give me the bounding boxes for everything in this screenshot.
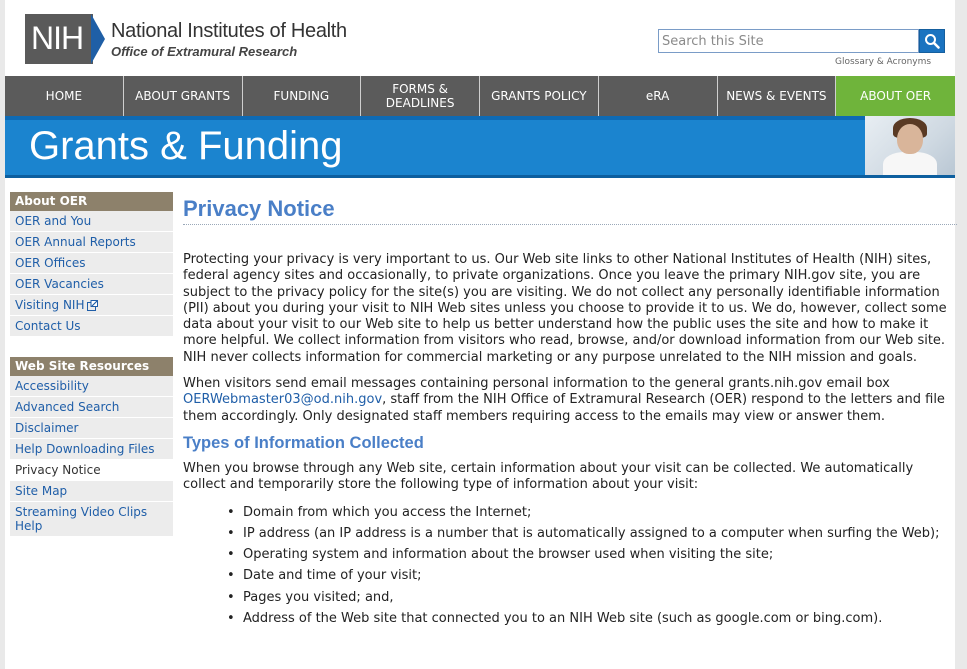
sidebar-item-contact-us[interactable]: Contact Us xyxy=(10,316,173,337)
banner xyxy=(5,116,955,178)
banner-title: Grants & Funding xyxy=(29,124,343,168)
sidebar-item-accessibility[interactable]: Accessibility xyxy=(10,376,173,397)
external-link-icon xyxy=(87,300,98,311)
list-item: • Domain from which you access the Internet; xyxy=(243,505,953,521)
logo-title: National Institutes of Health xyxy=(111,19,347,42)
nav-about-oer[interactable]: ABOUT OER xyxy=(836,76,955,116)
page-title: Privacy Notice xyxy=(183,196,957,225)
email-paragraph xyxy=(183,376,953,425)
sidebar-item-oer-annual-reports[interactable]: OER Annual Reports xyxy=(10,232,173,253)
collected-info-list xyxy=(243,505,953,628)
glossary-link[interactable]: Glossary & Acronyms xyxy=(835,57,932,67)
nih-logo[interactable] xyxy=(25,14,347,64)
search-bar xyxy=(658,29,945,53)
sidebar-item-visiting-nih[interactable] xyxy=(10,295,173,316)
sidebar-item-site-map[interactable]: Site Map xyxy=(10,481,173,502)
sidebar-item-help-downloading-files[interactable]: Help Downloading Files xyxy=(10,439,173,460)
sidebar-heading-about-oer: About OER xyxy=(10,192,173,211)
email-paragraph-text-end: , staff from the NIH Office of Extramural Research (OER) respond to the letters and file them accordingly. Only designated staff members requiring access to the emails may view or answer them. xyxy=(183,392,945,424)
sidebar-item-advanced-search[interactable]: Advanced Search xyxy=(10,397,173,418)
list-item: • Pages you visited; and, xyxy=(243,590,953,606)
list-item: • IP address (an IP address is a number that is automatically assigned to a computer when surfing the Web); xyxy=(243,526,953,542)
sidebar-item-oer-offices[interactable]: OER Offices xyxy=(10,253,173,274)
banner-photo xyxy=(865,116,955,178)
sidebar-item-label: Visiting NIH xyxy=(15,298,85,312)
email-paragraph-text: When visitors send email messages containing personal information to the general grants.nih.gov email box xyxy=(183,376,890,392)
sidebar xyxy=(10,192,173,537)
sidebar-heading-web-site-resources: Web Site Resources xyxy=(10,357,173,376)
logo-subtitle: Office of Extramural Research xyxy=(111,43,298,59)
sidebar-item-streaming-video-clips-help[interactable]: Streaming Video Clips Help xyxy=(10,502,173,537)
sidebar-item-privacy-notice[interactable]: Privacy Notice xyxy=(10,460,173,481)
page xyxy=(5,0,955,669)
intro-paragraph: Protecting your privacy is very important to us. Our Web site links to other National Institutes of Health (NIH) sites, federal agency sites and occasionally, to private organizations. Once you leave the primary NIH.gov site, you are subject to the privacy policy for the site(s) you are visiting. We do not collect any personally identifiable information (PII) about you during your visit to NIH Web sites unless you choose to provide it to us. We do, however, collect some data about your visit to our Web site to help us better understand how the public uses the site and how to make it more helpful. We collect information from visitors who read, browse, and/or download information from our Web site. NIH never collects information for commercial marketing or any purpose unrelated to the NIH mission and goals. xyxy=(183,252,947,365)
nih-logo-mark-text: NIH xyxy=(31,20,84,56)
search-icon xyxy=(924,33,940,49)
webmaster-email-link[interactable]: OERWebmaster03@od.nih.gov xyxy=(183,392,383,408)
nih-logo-mark xyxy=(25,14,109,64)
nav-news-events[interactable]: NEWS & EVENTS xyxy=(718,76,837,116)
sidebar-item-disclaimer[interactable]: Disclaimer xyxy=(10,418,173,439)
search-input[interactable] xyxy=(658,29,919,53)
browse-paragraph: When you browse through any Web site, certain information about your visit can be collected. We automatically collect and temporarily store the following type of information about your visit: xyxy=(183,460,914,493)
list-item: • Operating system and information about the browser used when visiting the site; xyxy=(243,547,953,563)
nav-forms-deadlines[interactable]: FORMS & DEADLINES xyxy=(361,76,480,116)
section-heading-types-of-information: Types of Information Collected xyxy=(183,433,424,452)
nav-home[interactable]: HOME xyxy=(5,76,124,116)
sidebar-item-oer-vacancies[interactable]: OER Vacancies xyxy=(10,274,173,295)
main-content xyxy=(183,196,955,632)
nav-funding[interactable]: FUNDING xyxy=(243,76,362,116)
nav-era[interactable]: eRA xyxy=(599,76,718,116)
sidebar-item-oer-and-you[interactable]: OER and You xyxy=(10,211,173,232)
search-button[interactable] xyxy=(919,29,945,53)
main-nav xyxy=(5,76,955,116)
list-item: • Date and time of your visit; xyxy=(243,568,953,584)
nav-about-grants[interactable]: ABOUT GRANTS xyxy=(124,76,243,116)
nav-grants-policy[interactable]: GRANTS POLICY xyxy=(480,76,599,116)
list-item: • Address of the Web site that connected you to an NIH Web site (such as google.com or bing.com). xyxy=(243,611,953,627)
